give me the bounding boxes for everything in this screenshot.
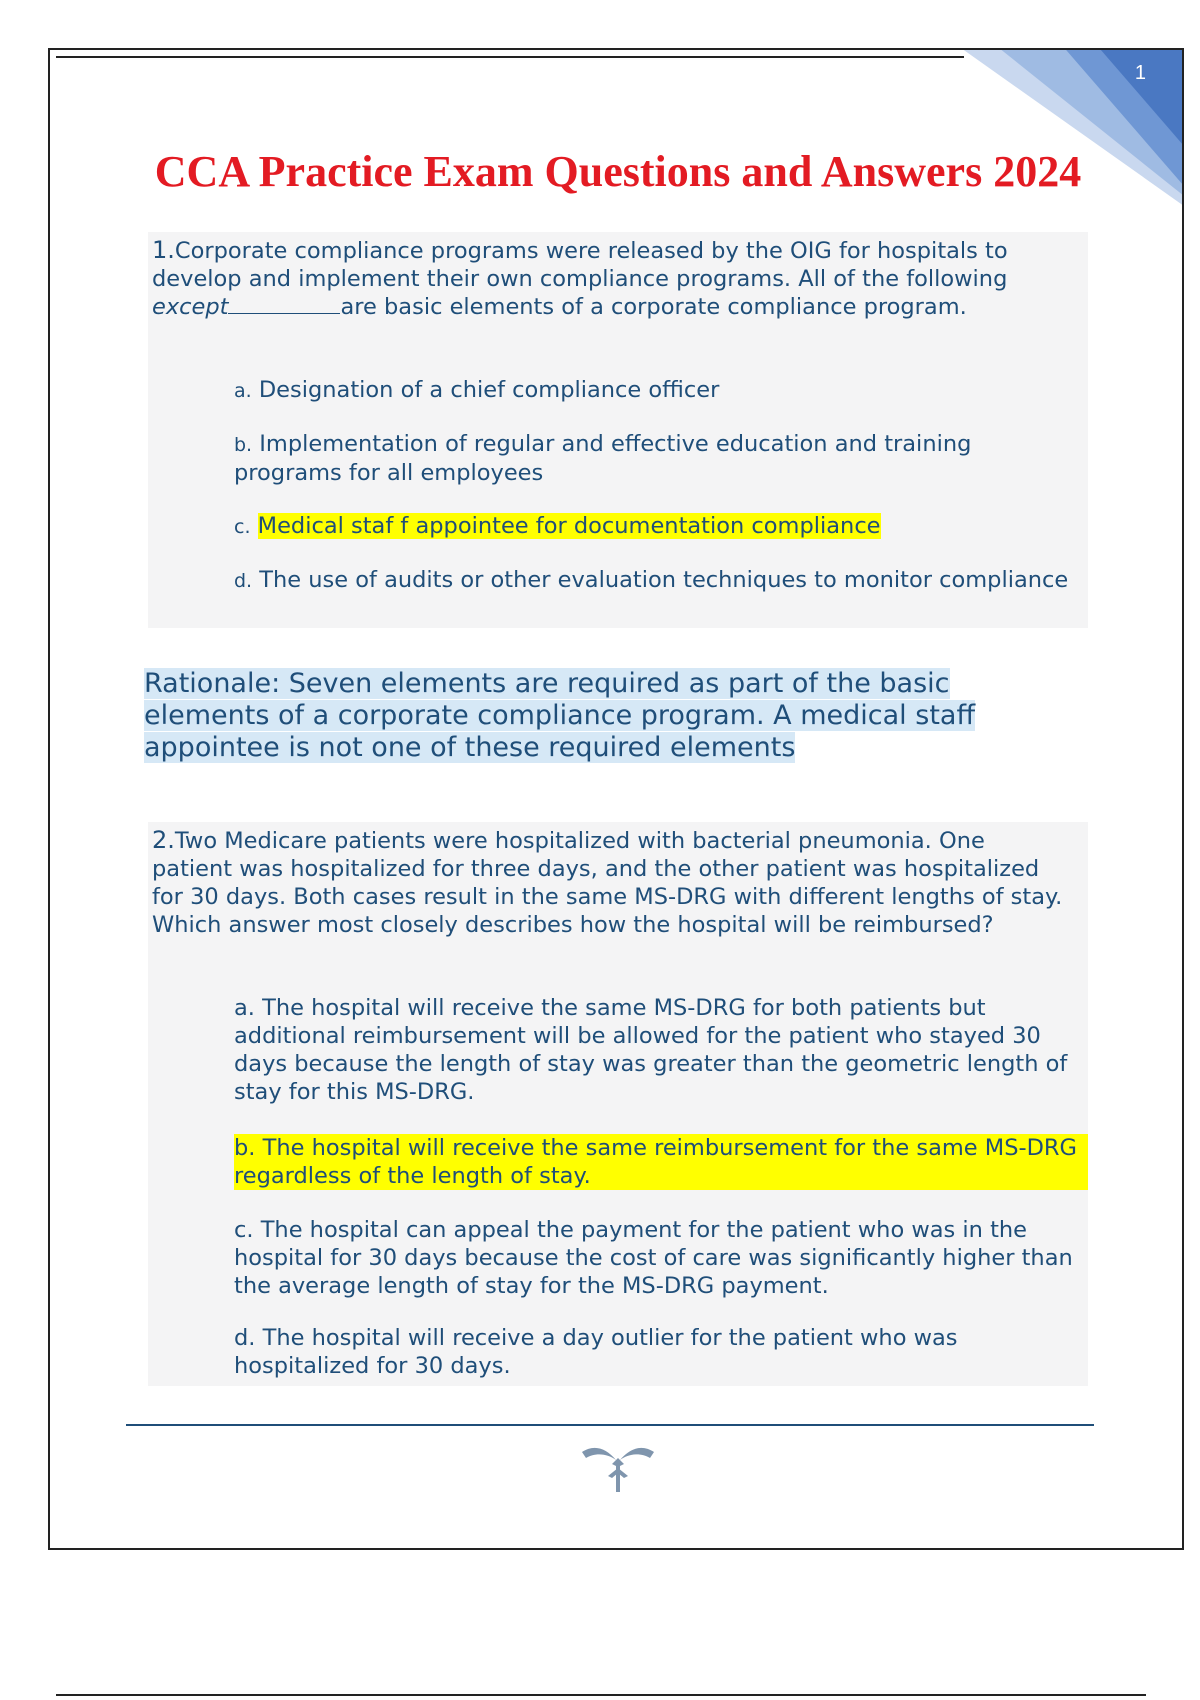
- question-stem-text: Corporate compliance programs were released by the OIG for hospitals to develop and implement their own compliance programs. All of the following: [152, 238, 1008, 292]
- option-letter: b.: [234, 1135, 256, 1161]
- option-letter: d.: [234, 570, 253, 592]
- option-b: [234, 430, 1088, 487]
- question-stem-text: Two Medicare patients were hospitalized with bacterial pneumonia. One patient was hospitalized for three days, and the other patient was hospitalized for 30 days. Both cases result in the same MS-DRG with different lengths of stay. Which answer most closely describes how the hospital will be reimbursed?: [152, 828, 1063, 938]
- option-c: [234, 512, 1088, 541]
- option-letter: a.: [234, 995, 255, 1021]
- option-text: The hospital will receive a day outlier for the patient who was hospitalized for 30 days.: [234, 1325, 958, 1379]
- top-divider: [56, 56, 964, 58]
- option-a: [234, 376, 1088, 405]
- page-title: CCA Practice Exam Questions and Answers 2024: [154, 147, 1082, 196]
- footer-divider: [126, 1424, 1094, 1426]
- option-a: [234, 994, 1088, 1106]
- option-d: [234, 566, 1088, 595]
- rationale: [144, 668, 1024, 764]
- question-stem-text: are basic elements of a corporate compliance program.: [340, 294, 967, 320]
- option-letter: b.: [234, 434, 253, 456]
- option-text: The hospital can appeal the payment for the patient who was in the hospital for 30 days because the cost of care was significantly higher than the average length of stay for the MS-DRG payment.: [234, 1217, 1073, 1299]
- option-letter: c.: [234, 1217, 254, 1243]
- option-letter: c.: [234, 516, 251, 538]
- page-bottom-divider: [56, 1694, 1146, 1696]
- question-1: [148, 232, 1088, 628]
- option-text: The hospital will receive the same reimbursement for the same MS-DRG regardless of the length of stay.: [234, 1135, 1077, 1189]
- option-b-highlighted: [234, 1134, 1088, 1190]
- question-number: 1.: [152, 236, 175, 264]
- question-2: [148, 822, 1088, 1386]
- publisher-logo-icon: [578, 1440, 658, 1496]
- answer-blank: [228, 293, 340, 314]
- option-letter: d.: [234, 1325, 256, 1351]
- question-stem-emphasis: except: [152, 294, 229, 320]
- option-text: The use of audits or other evaluation techniques to monitor compliance: [259, 567, 1069, 593]
- option-d: [234, 1324, 1088, 1380]
- rationale-text: Rationale: Seven elements are required as part of the basic elements of a corporate compliance program. A medical staff appointee is not one of these required elements: [144, 668, 976, 763]
- document-page: [48, 48, 1184, 1550]
- question-1-stem: [148, 232, 1088, 321]
- option-text: Implementation of regular and effective education and training programs for all employees: [234, 431, 972, 486]
- option-text: The hospital will receive the same MS-DRG for both patients but additional reimbursement will be allowed for the patient who stayed 30 days because the length of stay was greater than the geometric length of stay for this MS-DRG.: [234, 995, 1068, 1105]
- question-2-stem: [148, 822, 1088, 939]
- option-text: Designation of a chief compliance officer: [258, 377, 720, 403]
- option-c: [234, 1216, 1088, 1300]
- question-number: 2.: [152, 826, 175, 854]
- option-text-highlighted: Medical staf f appointee for documentation compliance: [257, 513, 881, 539]
- option-letter: a.: [234, 380, 252, 402]
- page-number: 1: [1134, 62, 1146, 84]
